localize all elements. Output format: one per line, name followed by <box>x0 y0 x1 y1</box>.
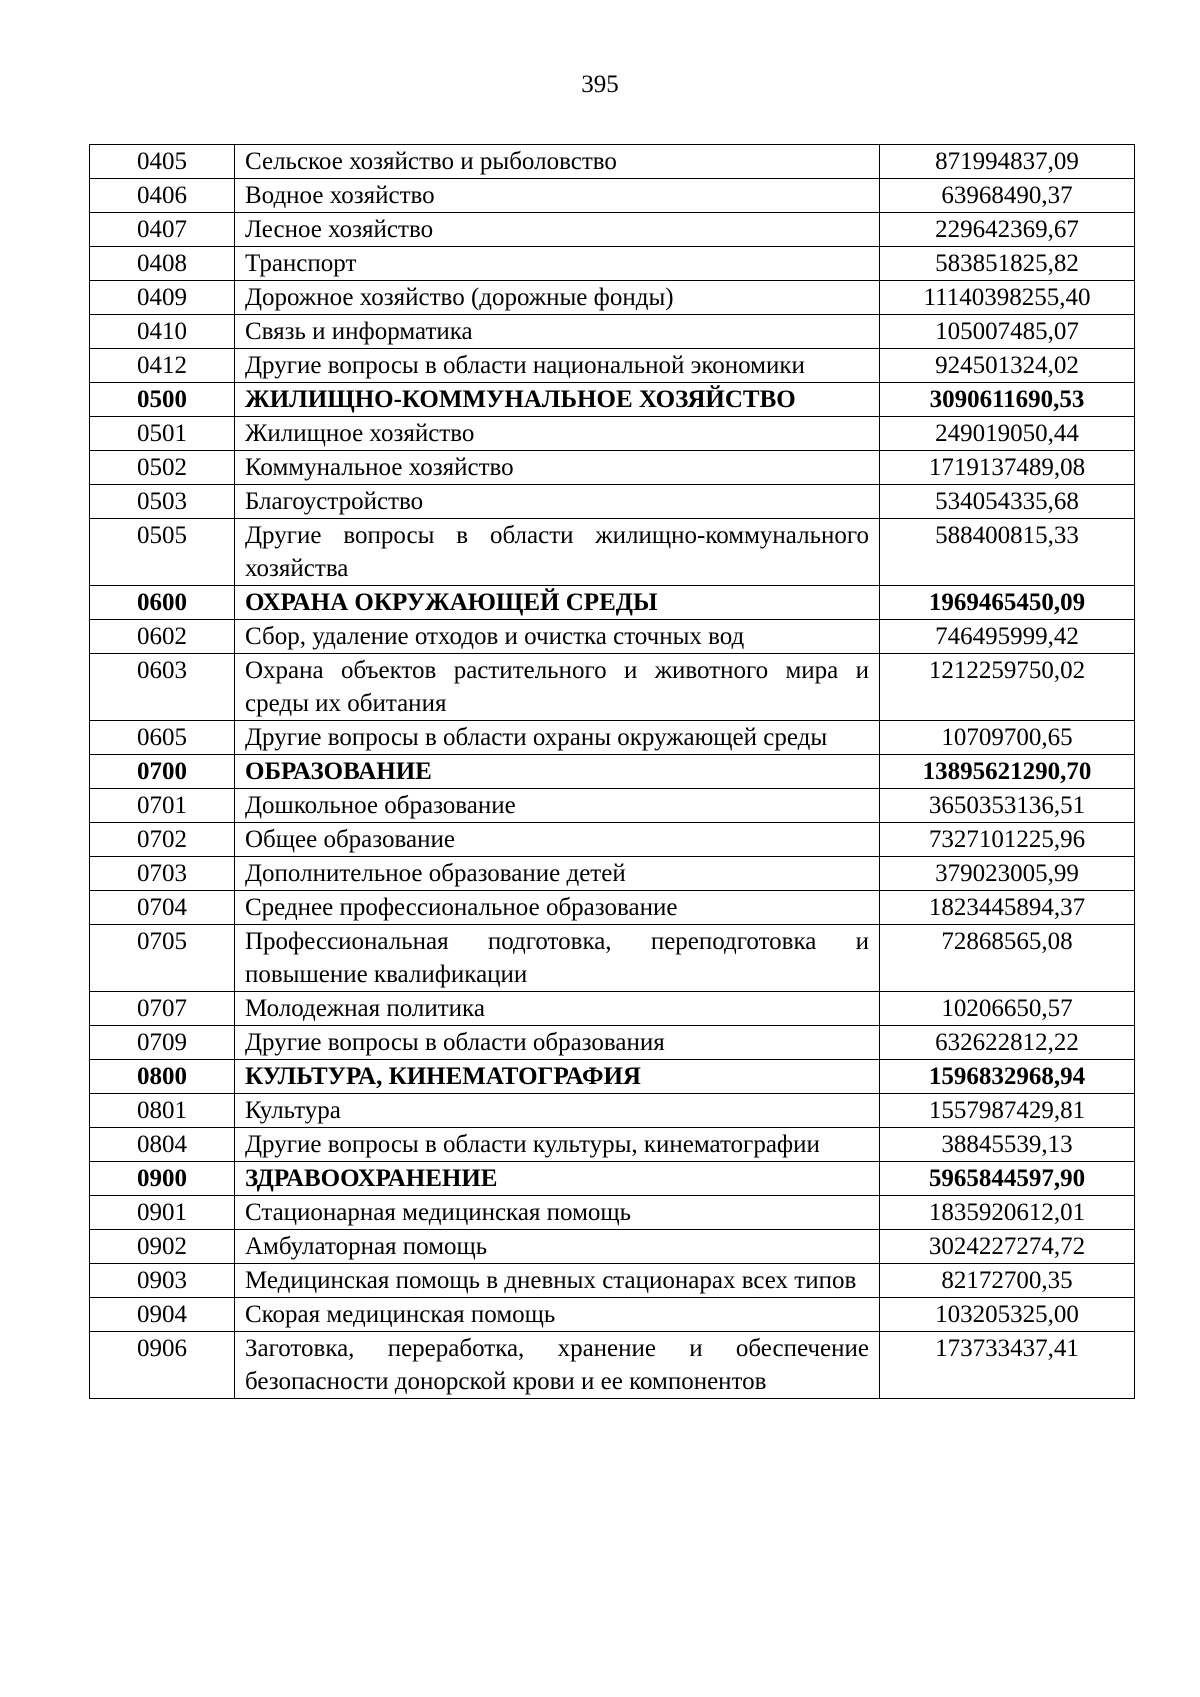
code-cell: 0705 <box>90 925 235 992</box>
amount-cell: 229642369,67 <box>880 213 1135 247</box>
name-cell: Транспорт <box>235 247 880 281</box>
table-row <box>90 1332 1135 1399</box>
table-row <box>90 1230 1135 1264</box>
table-row <box>90 1128 1135 1162</box>
table-row <box>90 1196 1135 1230</box>
amount-cell: 82172700,35 <box>880 1264 1135 1298</box>
amount-cell: 173733437,41 <box>880 1332 1135 1399</box>
amount-cell: 3090611690,53 <box>880 383 1135 417</box>
code-cell: 0410 <box>90 315 235 349</box>
code-cell: 0800 <box>90 1060 235 1094</box>
amount-cell: 746495999,42 <box>880 620 1135 654</box>
table-row <box>90 1026 1135 1060</box>
code-cell: 0500 <box>90 383 235 417</box>
table-row <box>90 620 1135 654</box>
code-cell: 0801 <box>90 1094 235 1128</box>
code-cell: 0903 <box>90 1264 235 1298</box>
amount-cell: 534054335,68 <box>880 485 1135 519</box>
table-row <box>90 789 1135 823</box>
name-cell: Жилищное хозяйство <box>235 417 880 451</box>
table-row <box>90 349 1135 383</box>
amount-cell: 379023005,99 <box>880 857 1135 891</box>
code-cell: 0904 <box>90 1298 235 1332</box>
amount-cell: 105007485,07 <box>880 315 1135 349</box>
name-cell: ОХРАНА ОКРУЖАЮЩЕЙ СРЕДЫ <box>235 586 880 620</box>
code-cell: 0902 <box>90 1230 235 1264</box>
amount-cell: 72868565,08 <box>880 925 1135 992</box>
amount-cell: 11140398255,40 <box>880 281 1135 315</box>
code-cell: 0503 <box>90 485 235 519</box>
code-cell: 0602 <box>90 620 235 654</box>
amount-cell: 5965844597,90 <box>880 1162 1135 1196</box>
name-cell: Благоустройство <box>235 485 880 519</box>
name-cell: Амбулаторная помощь <box>235 1230 880 1264</box>
budget-table-body <box>90 145 1135 1399</box>
name-cell: Другие вопросы в области охраны окружающей среды <box>235 721 880 755</box>
name-cell: Культура <box>235 1094 880 1128</box>
code-cell: 0501 <box>90 417 235 451</box>
code-cell: 0605 <box>90 721 235 755</box>
name-cell: ЗДРАВООХРАНЕНИЕ <box>235 1162 880 1196</box>
name-cell: Скорая медицинская помощь <box>235 1298 880 1332</box>
amount-cell: 632622812,22 <box>880 1026 1135 1060</box>
name-cell: Стационарная медицинская помощь <box>235 1196 880 1230</box>
table-row <box>90 179 1135 213</box>
name-cell: Общее образование <box>235 823 880 857</box>
name-cell: ЖИЛИЩНО-КОММУНАЛЬНОЕ ХОЗЯЙСТВО <box>235 383 880 417</box>
amount-cell: 871994837,09 <box>880 145 1135 179</box>
amount-cell: 7327101225,96 <box>880 823 1135 857</box>
amount-cell: 3024227274,72 <box>880 1230 1135 1264</box>
name-cell: Водное хозяйство <box>235 179 880 213</box>
amount-cell: 583851825,82 <box>880 247 1135 281</box>
table-row <box>90 315 1135 349</box>
code-cell: 0700 <box>90 755 235 789</box>
amount-cell: 1557987429,81 <box>880 1094 1135 1128</box>
amount-cell: 1212259750,02 <box>880 654 1135 721</box>
code-cell: 0702 <box>90 823 235 857</box>
amount-cell: 588400815,33 <box>880 519 1135 586</box>
amount-cell: 1823445894,37 <box>880 891 1135 925</box>
table-row <box>90 925 1135 992</box>
table-row <box>90 281 1135 315</box>
table-row <box>90 1264 1135 1298</box>
name-cell: Сельское хозяйство и рыболовство <box>235 145 880 179</box>
code-cell: 0707 <box>90 992 235 1026</box>
table-row <box>90 451 1135 485</box>
section-row <box>90 1060 1135 1094</box>
table-row <box>90 654 1135 721</box>
code-cell: 0804 <box>90 1128 235 1162</box>
name-cell: Связь и информатика <box>235 315 880 349</box>
section-row <box>90 383 1135 417</box>
table-row <box>90 485 1135 519</box>
code-cell: 0703 <box>90 857 235 891</box>
name-cell: Медицинская помощь в дневных стационарах всех типов <box>235 1264 880 1298</box>
name-cell: Дошкольное образование <box>235 789 880 823</box>
name-cell: Коммунальное хозяйство <box>235 451 880 485</box>
table-row <box>90 1298 1135 1332</box>
amount-cell: 38845539,13 <box>880 1128 1135 1162</box>
table-row <box>90 823 1135 857</box>
table-row <box>90 891 1135 925</box>
table-row <box>90 1094 1135 1128</box>
table-row <box>90 213 1135 247</box>
name-cell: Охрана объектов растительного и животного мира и среды их обитания <box>235 654 880 721</box>
code-cell: 0409 <box>90 281 235 315</box>
code-cell: 0709 <box>90 1026 235 1060</box>
section-row <box>90 586 1135 620</box>
code-cell: 0407 <box>90 213 235 247</box>
amount-cell: 1835920612,01 <box>880 1196 1135 1230</box>
name-cell: Профессиональная подготовка, переподготовка и повышение квалификации <box>235 925 880 992</box>
name-cell: ОБРАЗОВАНИЕ <box>235 755 880 789</box>
amount-cell: 1969465450,09 <box>880 586 1135 620</box>
name-cell: КУЛЬТУРА, КИНЕМАТОГРАФИЯ <box>235 1060 880 1094</box>
amount-cell: 63968490,37 <box>880 179 1135 213</box>
name-cell: Дорожное хозяйство (дорожные фонды) <box>235 281 880 315</box>
code-cell: 0412 <box>90 349 235 383</box>
table-row <box>90 992 1135 1026</box>
budget-table <box>89 144 1135 1399</box>
amount-cell: 1596832968,94 <box>880 1060 1135 1094</box>
amount-cell: 924501324,02 <box>880 349 1135 383</box>
code-cell: 0906 <box>90 1332 235 1399</box>
code-cell: 0408 <box>90 247 235 281</box>
code-cell: 0603 <box>90 654 235 721</box>
amount-cell: 103205325,00 <box>880 1298 1135 1332</box>
code-cell: 0502 <box>90 451 235 485</box>
page-number: 395 <box>581 71 619 98</box>
amount-cell: 249019050,44 <box>880 417 1135 451</box>
amount-cell: 10206650,57 <box>880 992 1135 1026</box>
code-cell: 0505 <box>90 519 235 586</box>
amount-cell: 10709700,65 <box>880 721 1135 755</box>
name-cell: Другие вопросы в области жилищно-коммунального хозяйства <box>235 519 880 586</box>
amount-cell: 3650353136,51 <box>880 789 1135 823</box>
name-cell: Другие вопросы в области национальной экономики <box>235 349 880 383</box>
code-cell: 0600 <box>90 586 235 620</box>
name-cell: Другие вопросы в области культуры, кинематографии <box>235 1128 880 1162</box>
code-cell: 0406 <box>90 179 235 213</box>
name-cell: Дополнительное образование детей <box>235 857 880 891</box>
table-row <box>90 145 1135 179</box>
table-row <box>90 247 1135 281</box>
amount-cell: 13895621290,70 <box>880 755 1135 789</box>
code-cell: 0901 <box>90 1196 235 1230</box>
name-cell: Среднее профессиональное образование <box>235 891 880 925</box>
name-cell: Лесное хозяйство <box>235 213 880 247</box>
name-cell: Сбор, удаление отходов и очистка сточных вод <box>235 620 880 654</box>
code-cell: 0704 <box>90 891 235 925</box>
section-row <box>90 1162 1135 1196</box>
name-cell: Молодежная политика <box>235 992 880 1026</box>
name-cell: Заготовка, переработка, хранение и обеспечение безопасности донорской крови и ее компонентов <box>235 1332 880 1399</box>
code-cell: 0900 <box>90 1162 235 1196</box>
name-cell: Другие вопросы в области образования <box>235 1026 880 1060</box>
code-cell: 0701 <box>90 789 235 823</box>
amount-cell: 1719137489,08 <box>880 451 1135 485</box>
table-row <box>90 519 1135 586</box>
table-row <box>90 417 1135 451</box>
code-cell: 0405 <box>90 145 235 179</box>
table-row <box>90 721 1135 755</box>
section-row <box>90 755 1135 789</box>
table-row <box>90 857 1135 891</box>
